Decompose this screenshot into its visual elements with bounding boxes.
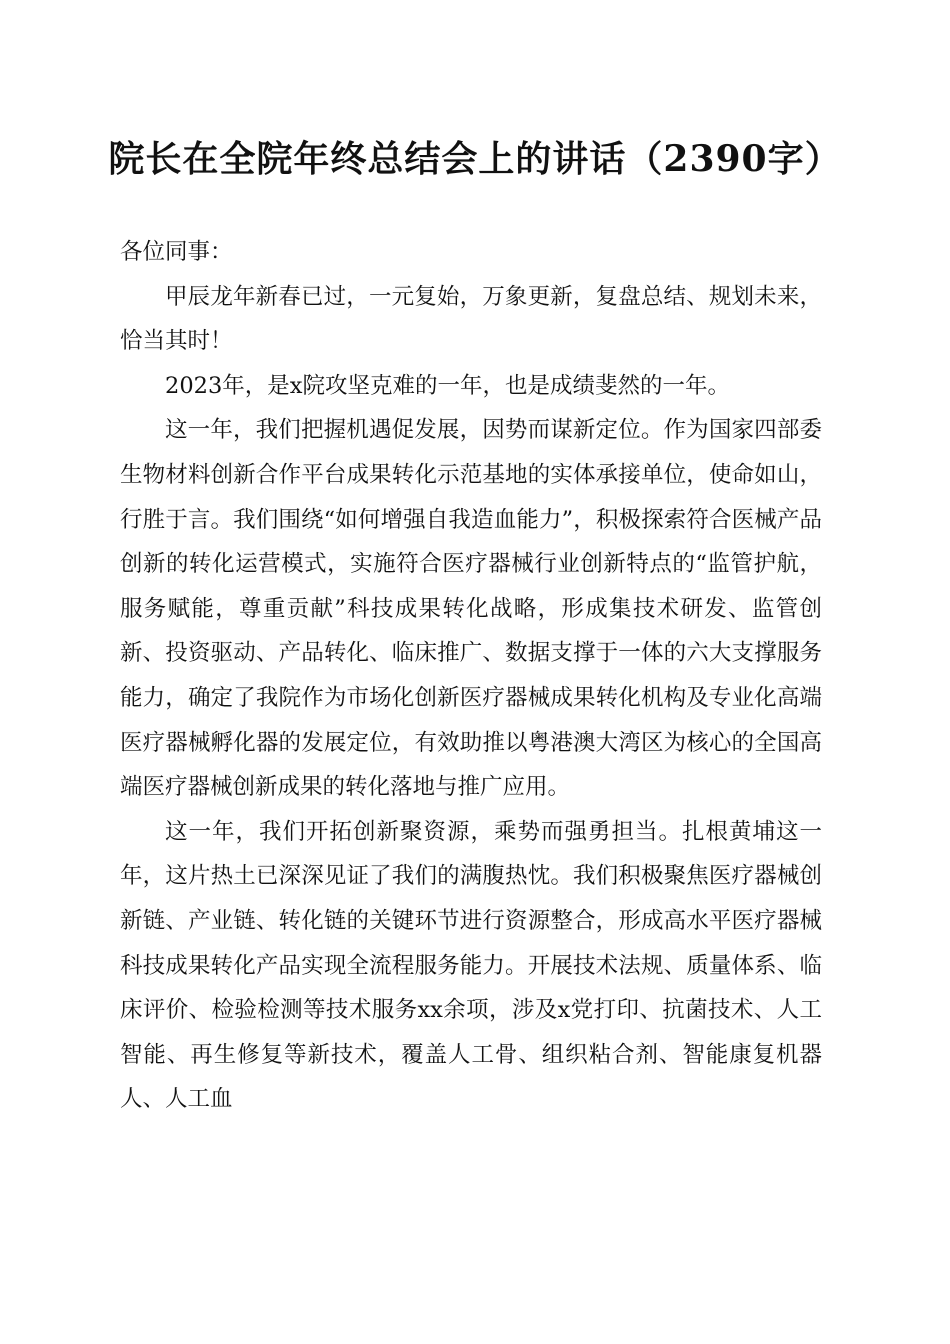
document-title: 院长在全院年终总结会上的讲话（2390字） [108,138,842,180]
paragraph: 2023年，是x院攻坚克难的一年，也是成绩斐然的一年。 [165,372,730,399]
paragraph: 这一年，我们把握机遇促发展，因势而谋新定位。作为国家四部委生物材料创新合作平台成果转化示范基地的实体承接单位，使命如山，行胜于言。我们围绕“如何增强自我造血能力”，积极探索符合医械产品创新的转化运营模式，实施符合医疗器械行业创新特点的“监管护航，服务赋能，尊重贡献”科技成果转化战略，形成集技术研发、监管创新、投资驱动、产品转化、临床推广、数据支撑于一体的六大支撑服务能力，确定了我院作为市场化创新医疗器械成果转化机构及专业化高端医疗器械孵化器的发展定位，有效助推以粤港澳大湾区为核心的全国高端医疗器械创新成果的转化落地与推广应用。 [120,417,822,801]
paragraph: 这一年，我们开拓创新聚资源，乘势而强勇担当。扎根黄埔这一年，这片热土已深深见证了我们的满腹热忱。我们积极聚焦医疗器械创新链、产业链、转化链的关键环节进行资源整合，形成高水平医疗器械科技成果转化产品实现全流程服务能力。开展技术法规、质量体系、临床评价、检验检测等技术服务xx余项，涉及x党打印、抗菌技术、人工智能、再生修复等新技术，覆盖人工骨、组织粘合剂、智能康复机器人、人工血 [120,818,822,1113]
salutation: 各位同事： [120,239,233,265]
paragraph: 甲辰龙年新春已过，一元复始，万象更新，复盘总结、规划未来，恰当其时！ [120,283,822,355]
document-body [120,230,822,1122]
